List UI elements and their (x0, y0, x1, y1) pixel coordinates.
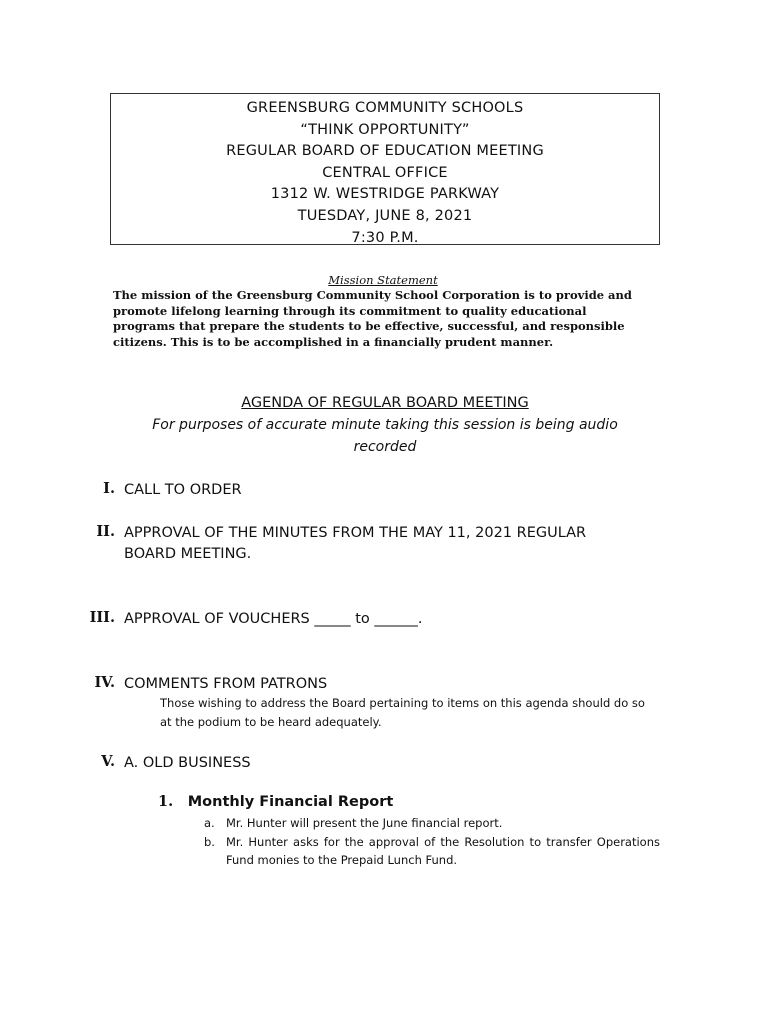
agenda-title: AGENDA OF REGULAR BOARD MEETING (241, 395, 529, 411)
financial-number: 1. (158, 793, 174, 810)
mission-line: programs that prepare the students to be effective, successful, and responsible (113, 319, 625, 333)
header-line: 7:30 P.M. (351, 229, 419, 246)
item-number: I. (103, 480, 115, 497)
item-text: CALL TO ORDER (124, 482, 242, 498)
list-text: Mr. Hunter will present the June financial report. (226, 816, 503, 830)
mission-title: Mission Statement (328, 273, 438, 287)
item-number: IV. (94, 674, 115, 691)
audio-recording-note (120, 414, 650, 458)
mission-line: promote lifelong learning through its commitment to quality educational (113, 303, 587, 318)
item-text: BOARD MEETING. (124, 546, 252, 562)
item-text: APPROVAL OF VOUCHERS _____ to ______. (124, 611, 423, 627)
header-line: 1312 W. WESTRIDGE PARKWAY (270, 186, 500, 203)
patron-note (160, 694, 660, 732)
list-marker: b. (204, 834, 215, 849)
financial-report-heading (158, 793, 393, 810)
meeting-header-box (110, 93, 660, 245)
item-text: A. OLD BUSINESS (124, 755, 251, 771)
mission-line: citizens. This is to be accomplished in a financially prudent manner. (113, 334, 554, 349)
item-number: V. (101, 753, 115, 770)
item-text: APPROVAL OF THE MINUTES FROM THE MAY 11, 2021 REGULAR (124, 525, 587, 541)
header-line: “THINK OPPORTUNITY” (300, 121, 470, 138)
header-line: TUESDAY, JUNE 8, 2021 (297, 207, 473, 224)
header-line: REGULAR BOARD OF EDUCATION MEETING (226, 143, 544, 160)
header-line: GREENSBURG COMMUNITY SCHOOLS (246, 100, 524, 116)
list-item (200, 814, 660, 833)
item-text: COMMENTS FROM PATRONS (124, 676, 328, 692)
header-line: CENTRAL OFFICE (322, 164, 448, 181)
financial-title: Monthly Financial Report (187, 794, 394, 810)
item-number: III. (89, 609, 115, 626)
list-item (200, 833, 660, 870)
note-line: recorded (353, 439, 417, 455)
list-marker: a. (204, 816, 215, 830)
financial-subitems (200, 814, 660, 870)
note-line: For purposes of accurate minute taking this session is being audio (152, 417, 618, 433)
note-line: at the podium to be heard adequately. (160, 715, 382, 729)
mission-statement (113, 272, 653, 350)
item-number: II. (96, 523, 115, 540)
note-line: Those wishing to address the Board pertaining to items on this agenda should do so (160, 696, 645, 710)
list-text: Mr. Hunter asks for the approval of the Resolution to transfer Operations Fund monies to the Prepaid Lunch Fund. (226, 834, 660, 867)
mission-line: The mission of the Greensburg Community School Corporation is to provide and (113, 288, 632, 302)
